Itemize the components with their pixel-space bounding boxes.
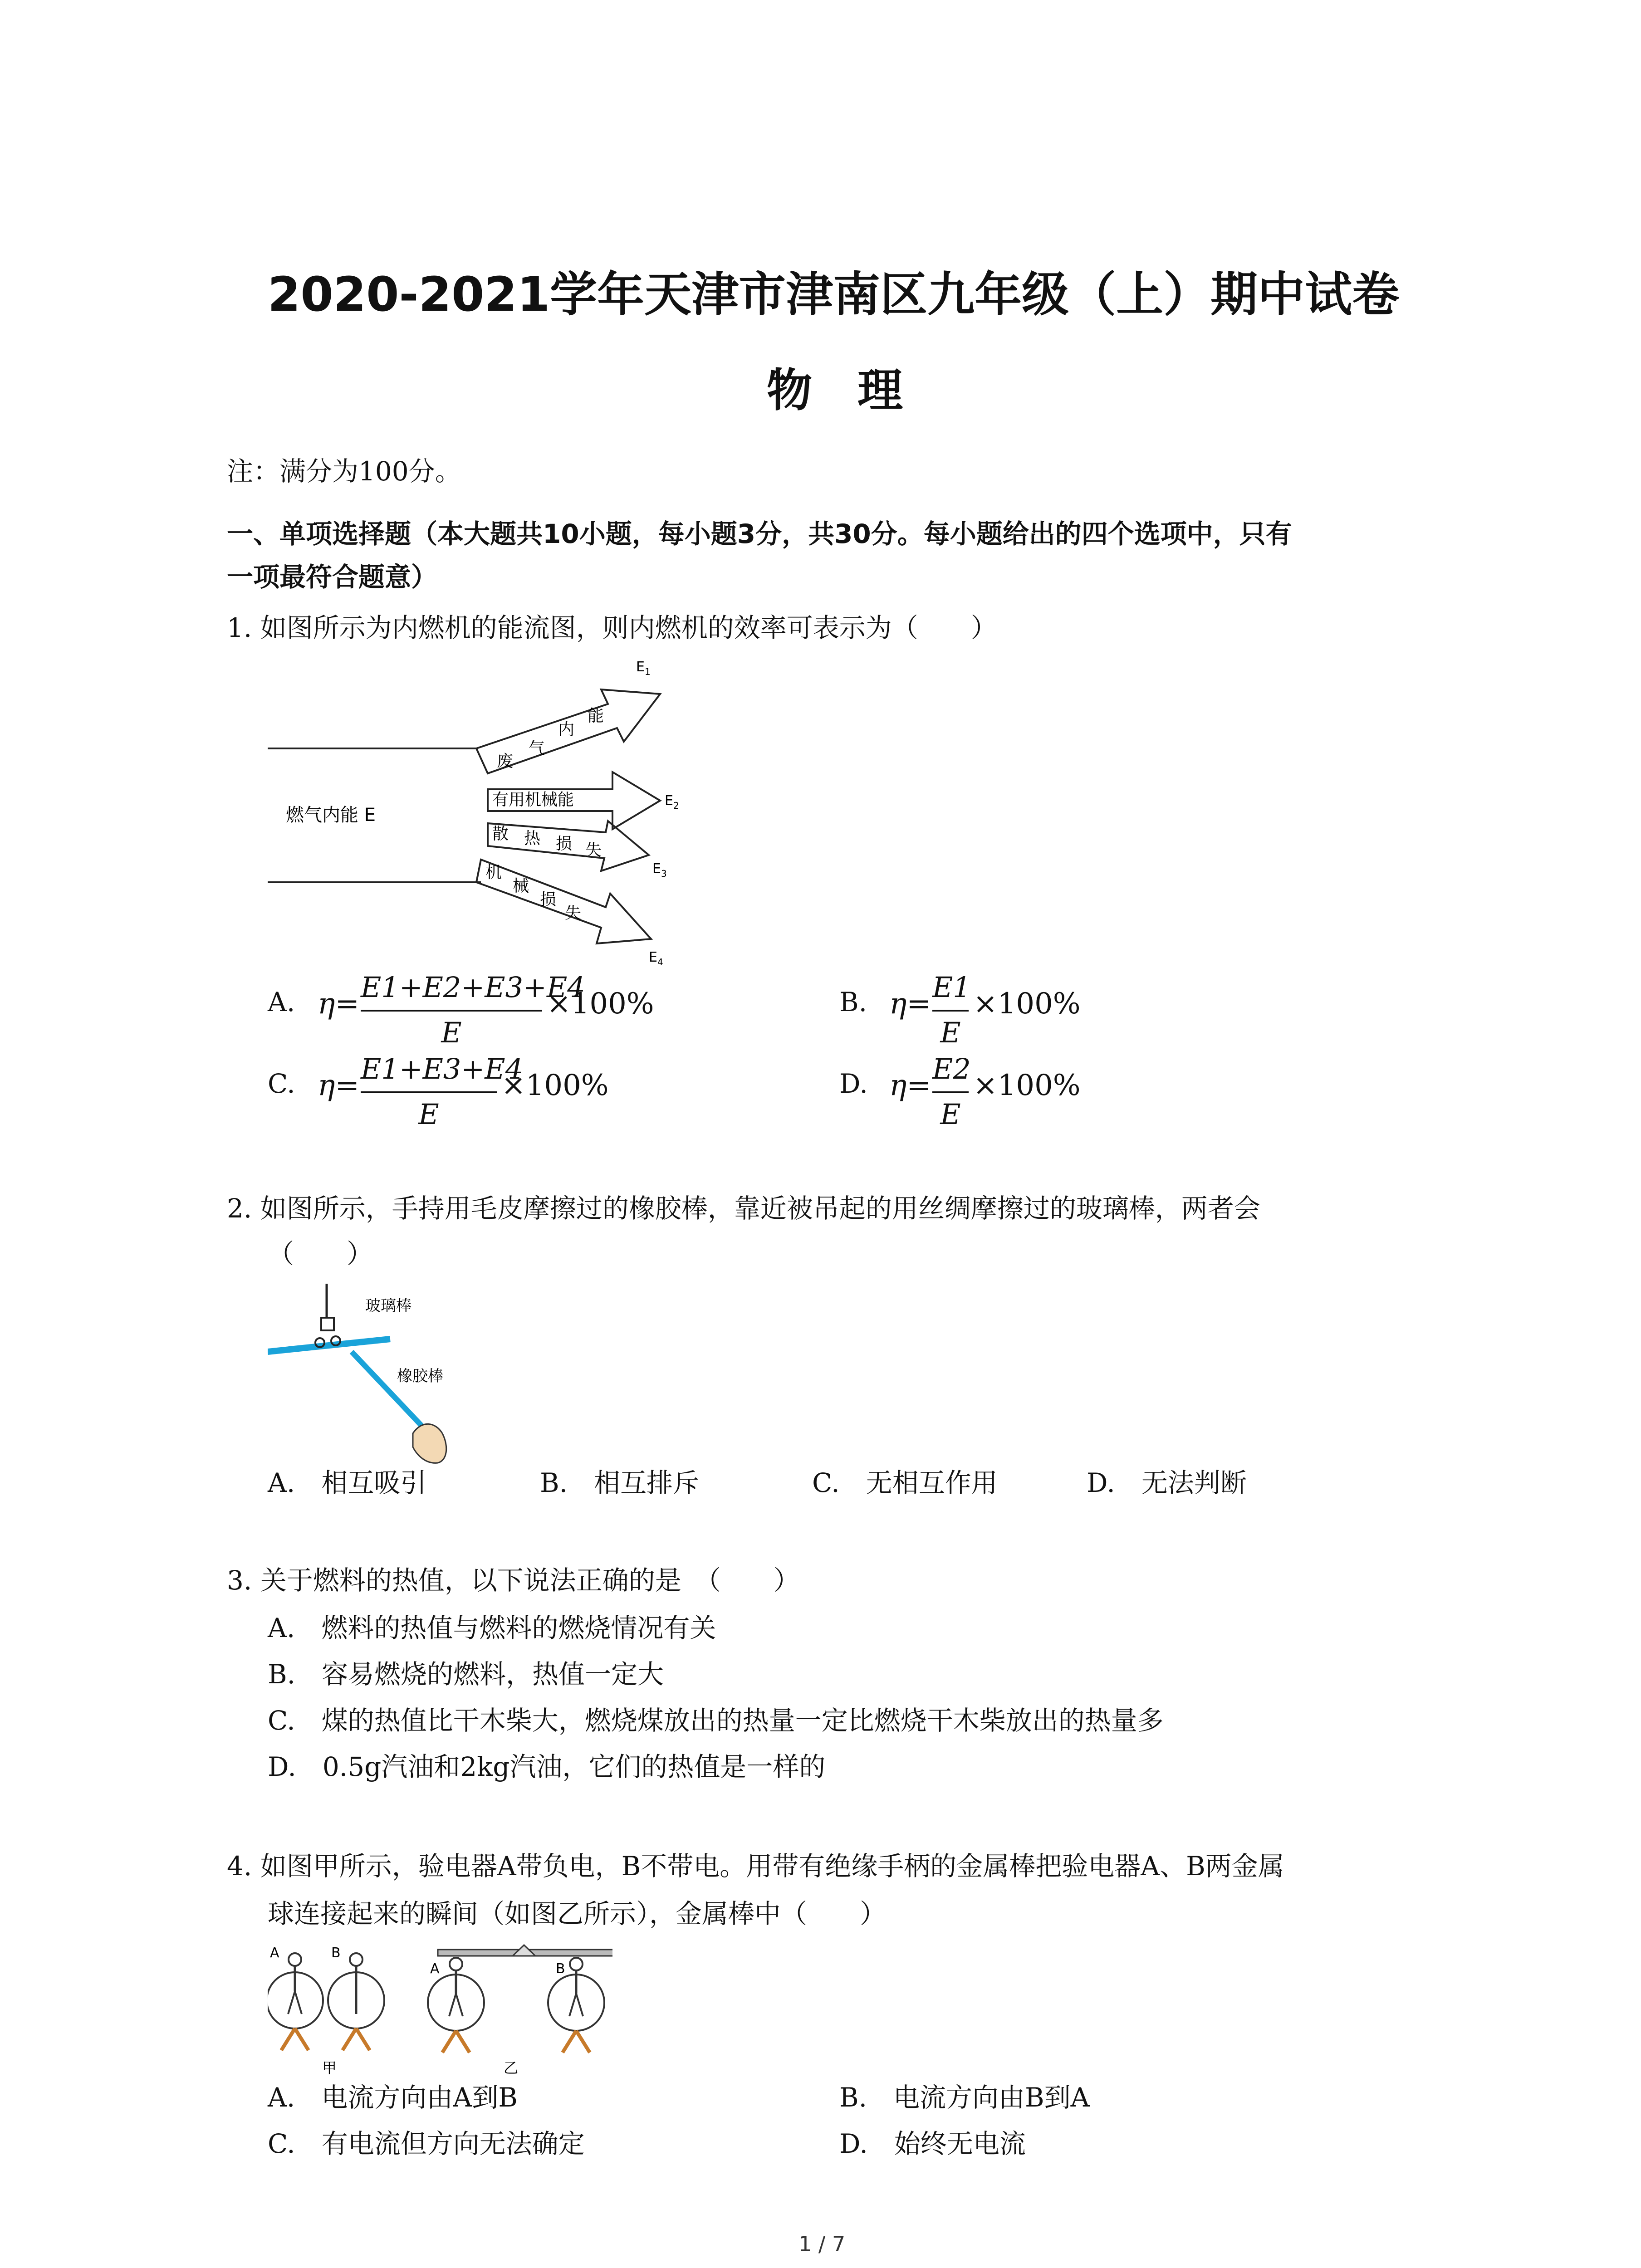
q3-stem: 3. 关于燃料的热值，以下说法正确的是 （ ） xyxy=(227,1565,800,1596)
heat-char-4: 失 xyxy=(585,841,602,860)
e1-label: $E_1$ xyxy=(636,659,651,677)
exhaust-char-1: 废 xyxy=(497,752,514,771)
q1-stem: 1. 如图所示为内燃机的能流图，则内燃机的效率可表示为（ ） xyxy=(227,612,997,643)
q2-stem-line2: （ ） xyxy=(268,1238,373,1269)
glass-rod-label: 玻璃棒 xyxy=(365,1297,411,1315)
heat-char-3: 损 xyxy=(556,835,573,853)
q2-option-b: B. 相互排斥 xyxy=(540,1467,700,1498)
e2-label: $E_2$ xyxy=(665,793,679,811)
q4-option-a: A. 电流方向由A到B xyxy=(268,2082,518,2113)
mech-char-2: 械 xyxy=(513,877,529,895)
hand-icon xyxy=(413,1424,446,1463)
heat-char-2: 热 xyxy=(524,829,541,848)
glass-rod xyxy=(268,1339,390,1352)
page-number: 1 / 7 xyxy=(798,2232,846,2256)
exhaust-char-4: 能 xyxy=(588,707,604,725)
e4-label: $E_4$ xyxy=(649,949,663,968)
mech-char-3: 损 xyxy=(540,890,557,909)
q2-option-d: D. 无法判断 xyxy=(1087,1467,1247,1498)
subject-title: 物理 xyxy=(767,364,948,417)
heat-char-1: 散 xyxy=(492,825,509,843)
yi-a-label: A xyxy=(430,1961,440,1977)
exhaust-char-2: 气 xyxy=(529,739,545,758)
score-note: 注：满分为100分。 xyxy=(227,456,461,487)
q3-option-d: D. 0.5g汽油和2kg汽油，它们的热值是一样的 xyxy=(268,1751,826,1782)
yi-label: 乙 xyxy=(504,2059,519,2077)
q2-option-c: C. 无相互作用 xyxy=(812,1467,998,1498)
rubber-rod-label: 橡胶棒 xyxy=(397,1367,443,1385)
q3-option-b: B. 容易燃烧的燃料，热值一定大 xyxy=(268,1659,664,1690)
mech-char-4: 失 xyxy=(565,904,582,923)
q2-stem-line1: 2. 如图所示，手持用毛皮摩擦过的橡胶棒，靠近被吊起的用丝绸摩擦过的玻璃棒，两者会 xyxy=(227,1193,1260,1224)
q4-stem-line1: 4. 如图甲所示，验电器A带负电，B不带电。用带有绝缘手柄的金属棒把验电器A、B两金属 xyxy=(227,1851,1284,1882)
electroscope-figure xyxy=(268,1941,612,2077)
rods-figure xyxy=(268,1284,458,1465)
q4-option-d: D. 始终无电流 xyxy=(839,2128,1026,2159)
jia-b-label: B xyxy=(331,1945,341,1961)
energy-flow-diagram xyxy=(268,653,699,971)
mech-char-1: 机 xyxy=(485,863,502,882)
q2-option-a: A. 相互吸引 xyxy=(268,1467,427,1498)
section-heading-line2: 一项最符合题意） xyxy=(227,562,438,592)
input-label: 燃气内能 E xyxy=(286,805,376,826)
jia-a-label: A xyxy=(270,1945,279,1961)
jia-label: 甲 xyxy=(322,2059,337,2077)
q4-option-b: B. 电流方向由B到A xyxy=(839,2082,1090,2113)
q3-option-a: A. 燃料的热值与燃料的燃烧情况有关 xyxy=(268,1613,716,1643)
q3-option-c: C. 煤的热值比干木柴大，燃烧煤放出的热量一定比燃烧干木柴放出的热量多 xyxy=(268,1705,1164,1736)
section-heading-line1: 一、单项选择题（本大题共10小题，每小题3分，共30分。每小题给出的四个选项中，只有 xyxy=(227,518,1292,549)
useful-label: 有用机械能 xyxy=(492,791,574,809)
q4-stem-line2: 球连接起来的瞬间（如图乙所示），金属棒中（ ） xyxy=(268,1898,887,1929)
page-title: 2020-2021学年天津市津南区九年级（上）期中试卷 xyxy=(268,267,1400,322)
mech-loss-arrow xyxy=(476,860,651,943)
q4-option-c: C. 有电流但方向无法确定 xyxy=(268,2128,585,2159)
e3-label: $E_3$ xyxy=(652,861,667,879)
rubber-rod xyxy=(352,1352,431,1436)
yi-b-label: B xyxy=(556,1961,565,1977)
exhaust-char-3: 内 xyxy=(558,720,575,739)
